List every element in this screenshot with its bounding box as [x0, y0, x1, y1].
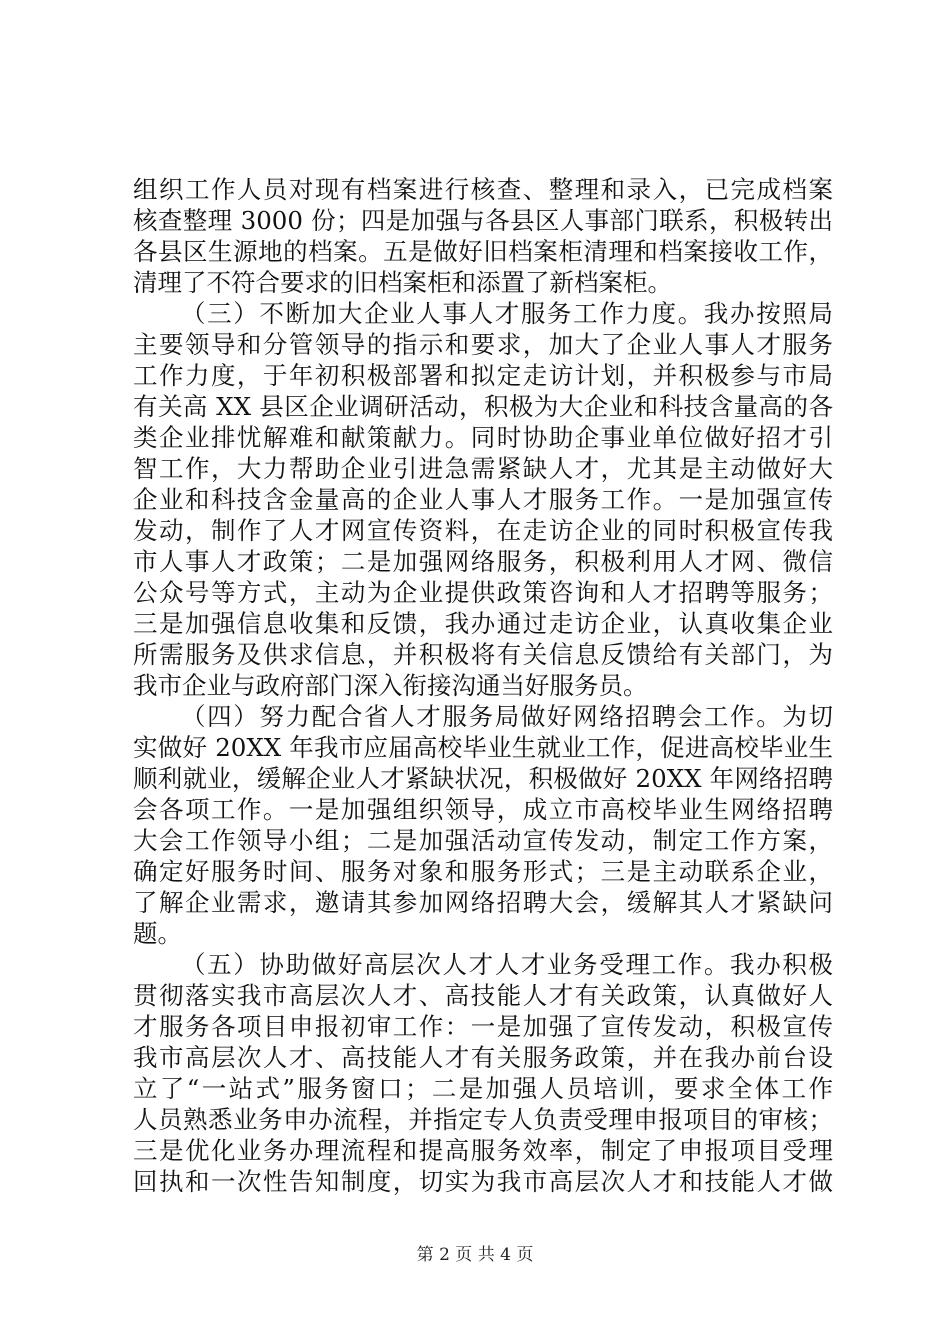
text-line: 题。	[133, 919, 182, 948]
text-line: 回执和一次性告知制度，切实为我市高层次人才和技能人才做	[133, 1167, 833, 1196]
text-line: 顺利就业，缓解企业人才紧缺状况，积极做好 20XX 年网络招聘	[133, 764, 833, 793]
paragraph-first-line: （五）协助做好高层次人才人才业务受理工作。我办积极	[181, 950, 833, 979]
text-line: 三是优化业务办理流程和提高服务效率，制定了申报项目受理	[133, 1136, 833, 1165]
text-line: 智工作，大力帮助企业引进急需紧缺人才，尤其是主动做好大	[133, 454, 833, 483]
text-line: 公众号等方式，主动为企业提供政策咨询和人才招聘等服务；	[133, 578, 833, 607]
page-number-footer: 第 2 页 共 4 页	[416, 1245, 534, 1265]
text-line: 市人事人才政策；二是加强网络服务，积极利用人才网、微信	[133, 547, 833, 576]
text-line: 三是加强信息收集和反馈，我办通过走访企业，认真收集企业	[133, 609, 833, 638]
text-line: 类企业排忧解难和献策献力。同时协助企事业单位做好招才引	[133, 423, 833, 452]
text-line: 发动，制作了人才网宣传资料，在走访企业的同时积极宣传我	[133, 516, 833, 545]
text-line: 主要领导和分管领导的指示和要求，加大了企业人事人才服务	[133, 330, 833, 359]
paragraph-first-line: （四）努力配合省人才服务局做好网络招聘会工作。为切	[181, 702, 833, 731]
text-line: 才服务各项目申报初审工作：一是加强了宣传发动，积极宣传	[133, 1012, 833, 1041]
text-line: 贯彻落实我市高层次人才、高技能人才有关政策，认真做好人	[133, 981, 833, 1010]
text-line: 工作力度，于年初积极部署和拟定走访计划，并积极参与市局	[133, 361, 833, 390]
text-line: 我市高层次人才、高技能人才有关服务政策，并在我办前台设	[133, 1043, 833, 1072]
text-line: 核查整理 3000 份；四是加强与各县区人事部门联系，积极转出	[133, 206, 833, 235]
text-line: 我市企业与政府部门深入衔接沟通当好服务员。	[133, 671, 648, 700]
text-line: 了解企业需求，邀请其参加网络招聘大会，缓解其人才紧缺问	[133, 888, 833, 917]
text-line: 清理了不符合要求的旧档案柜和添置了新档案柜。	[133, 268, 672, 297]
text-line: 立了“一站式”服务窗口；二是加强人员培训，要求全体工作	[133, 1074, 833, 1103]
text-line: 各县区生源地的档案。五是做好旧档案柜清理和档案接收工作，	[133, 237, 833, 266]
text-line: 实做好 20XX 年我市应届高校毕业生就业工作，促进高校毕业生	[133, 733, 833, 762]
text-line: 企业和科技含金量高的企业人事人才服务工作。一是加强宣传	[133, 485, 833, 514]
text-line: 会各项工作。一是加强组织领导，成立市高校毕业生网络招聘	[133, 795, 833, 824]
text-line: 所需服务及供求信息，并积极将有关信息反馈给有关部门，为	[133, 640, 833, 669]
text-line: 人员熟悉业务申办流程，并指定专人负责受理申报项目的审核；	[133, 1105, 833, 1134]
text-line: 确定好服务时间、服务对象和服务形式；三是主动联系企业，	[133, 857, 833, 886]
text-line: 有关高 XX 县区企业调研活动，积极为大企业和科技含量高的各	[133, 392, 833, 421]
paragraph-first-line: （三）不断加大企业人事人才服务工作力度。我办按照局	[181, 299, 833, 328]
text-line: 组织工作人员对现有档案进行核查、整理和录入，已完成档案	[133, 175, 833, 204]
text-line: 大会工作领导小组；二是加强活动宣传发动，制定工作方案，	[133, 826, 833, 855]
